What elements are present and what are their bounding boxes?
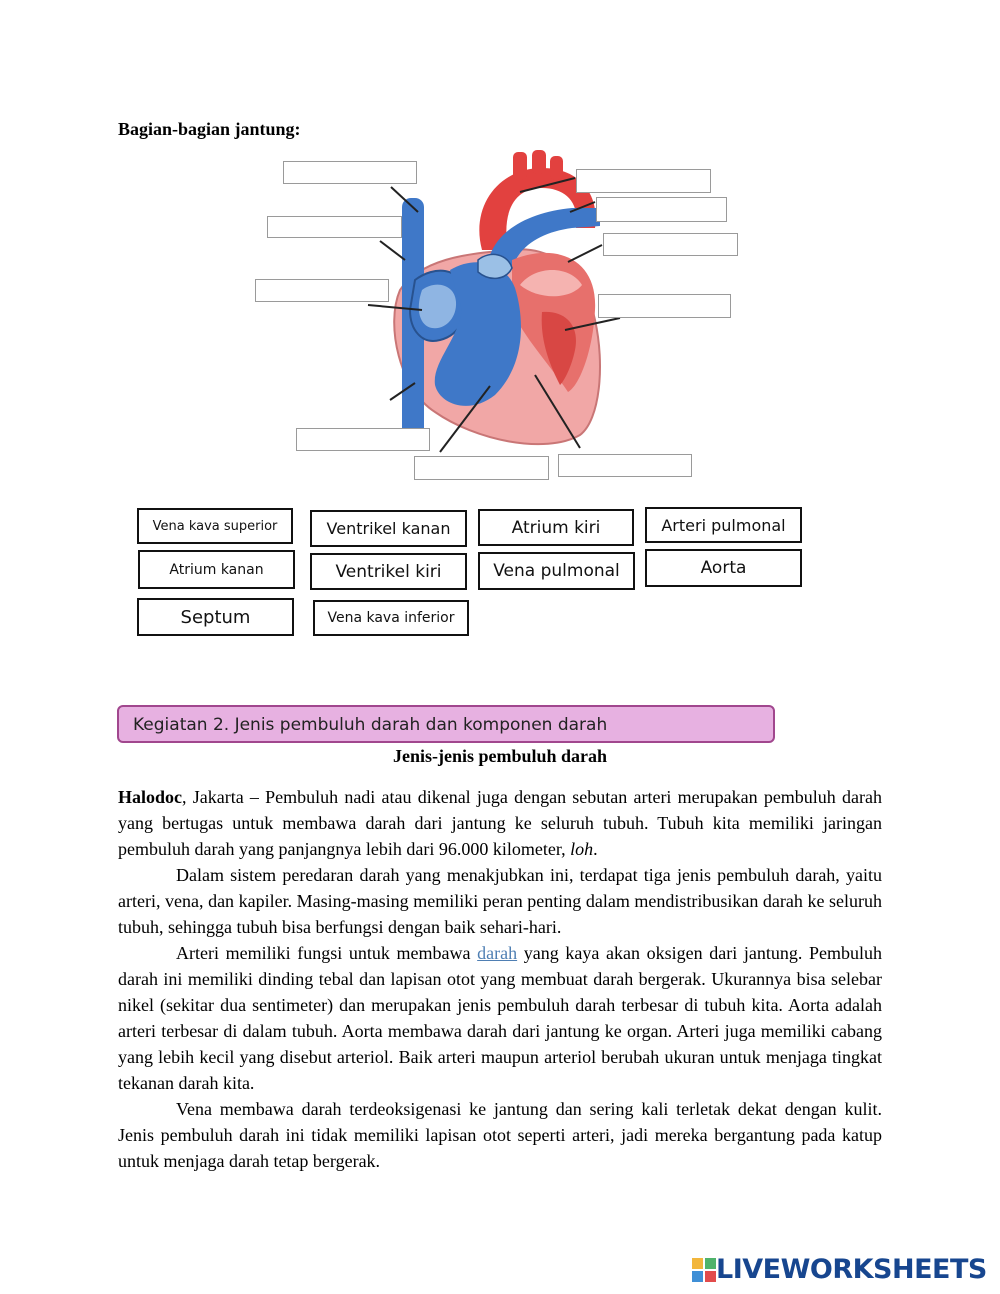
diagram-label-box[interactable] xyxy=(576,169,711,193)
answer-chip-vena-pulmonal[interactable]: Vena pulmonal xyxy=(478,552,635,590)
answer-chip-atrium-kiri[interactable]: Atrium kiri xyxy=(478,509,634,546)
logo-blocks-icon xyxy=(692,1258,716,1282)
answer-chip-ventrikel-kiri[interactable]: Ventrikel kiri xyxy=(310,553,467,590)
diagram-label-box[interactable] xyxy=(267,216,402,238)
diagram-label-box[interactable] xyxy=(596,197,727,222)
activity-banner: Kegiatan 2. Jenis pembuluh darah dan komponen darah xyxy=(117,705,775,743)
article-paragraph-1: Halodoc, Jakarta – Pembuluh nadi atau dikenal juga dengan sebutan arteri merupakan pembuluh darah yang bertugas untuk membawa darah dari jantung ke seluruh tubuh. Tubuh kita memiliki jaringan pembuluh darah yang panjangnya lebih dari 96.000 kilometer, loh. xyxy=(118,787,882,859)
article-body xyxy=(118,784,882,1174)
diagram-label-box[interactable] xyxy=(255,279,389,302)
answer-chip-arteri-pulmonal[interactable]: Arteri pulmonal xyxy=(645,507,802,543)
answer-chip-aorta[interactable]: Aorta xyxy=(645,549,802,587)
section-title: Bagian-bagian jantung: xyxy=(118,119,301,139)
diagram-label-box[interactable] xyxy=(296,428,430,451)
logo-text: LIVEWORKSHEETS xyxy=(716,1254,987,1285)
article-paragraph-3: Arteri memiliki fungsi untuk membawa darah yang kaya akan oksigen dari jantung. Pembuluh darah ini memiliki dinding tebal dan lapisan otot yang membuat darah bergerak. Ukurannya bisa selebar nikel (sekitar dua sentimeter) dan merupakan jenis pembuluh darah terbesar di tubuh kita. Aorta adalah arteri terbesar di dalam tubuh. Aorta membawa darah dari jantung ke organ. Arteri juga memiliki cabang yang lebih kecil yang disebut arteriol. Baik arteri maupun arteriol berubah ukuran untuk menjaga tingkat tekanan darah kita. xyxy=(118,943,883,1093)
answer-chip-atrium-kanan[interactable]: Atrium kanan xyxy=(138,550,295,589)
diagram-label-box[interactable] xyxy=(414,456,549,480)
diagram-label-box[interactable] xyxy=(598,294,731,318)
diagram-label-box[interactable] xyxy=(558,454,692,477)
diagram-label-box[interactable] xyxy=(283,161,417,184)
answer-chip-vena-kava-superior[interactable]: Vena kava superior xyxy=(137,508,293,544)
source-name: Halodoc xyxy=(118,787,183,807)
answer-chip-ventrikel-kanan[interactable]: Ventrikel kanan xyxy=(310,510,467,547)
answer-chip-septum[interactable]: Septum xyxy=(137,598,294,636)
darah-link[interactable]: darah xyxy=(477,943,518,963)
liveworksheets-logo xyxy=(692,1254,987,1285)
article-paragraph-2: Dalam sistem peredaran darah yang menakjubkan ini, terdapat tiga jenis pembuluh darah, yaitu arteri, vena, dan kapiler. Masing-masing memiliki peran penting dalam mendistribusikan darah ke seluruh tubuh, sehingga tubuh bisa berfungsi dengan baik sehari-hari. xyxy=(118,865,882,937)
article-title: Jenis-jenis pembuluh darah xyxy=(392,746,608,766)
answer-chip-vena-kava-inferior[interactable]: Vena kava inferior xyxy=(313,600,469,636)
article-paragraph-4: Vena membawa darah terdeoksigenasi ke jantung dan sering kali terletak dekat dengan kulit. Jenis pembuluh darah ini tidak memiliki lapisan otot seperti arteri, jadi mereka bergantung pada katup untuk menjaga darah tetap bergerak. xyxy=(118,1099,882,1171)
diagram-label-box[interactable] xyxy=(603,233,738,256)
